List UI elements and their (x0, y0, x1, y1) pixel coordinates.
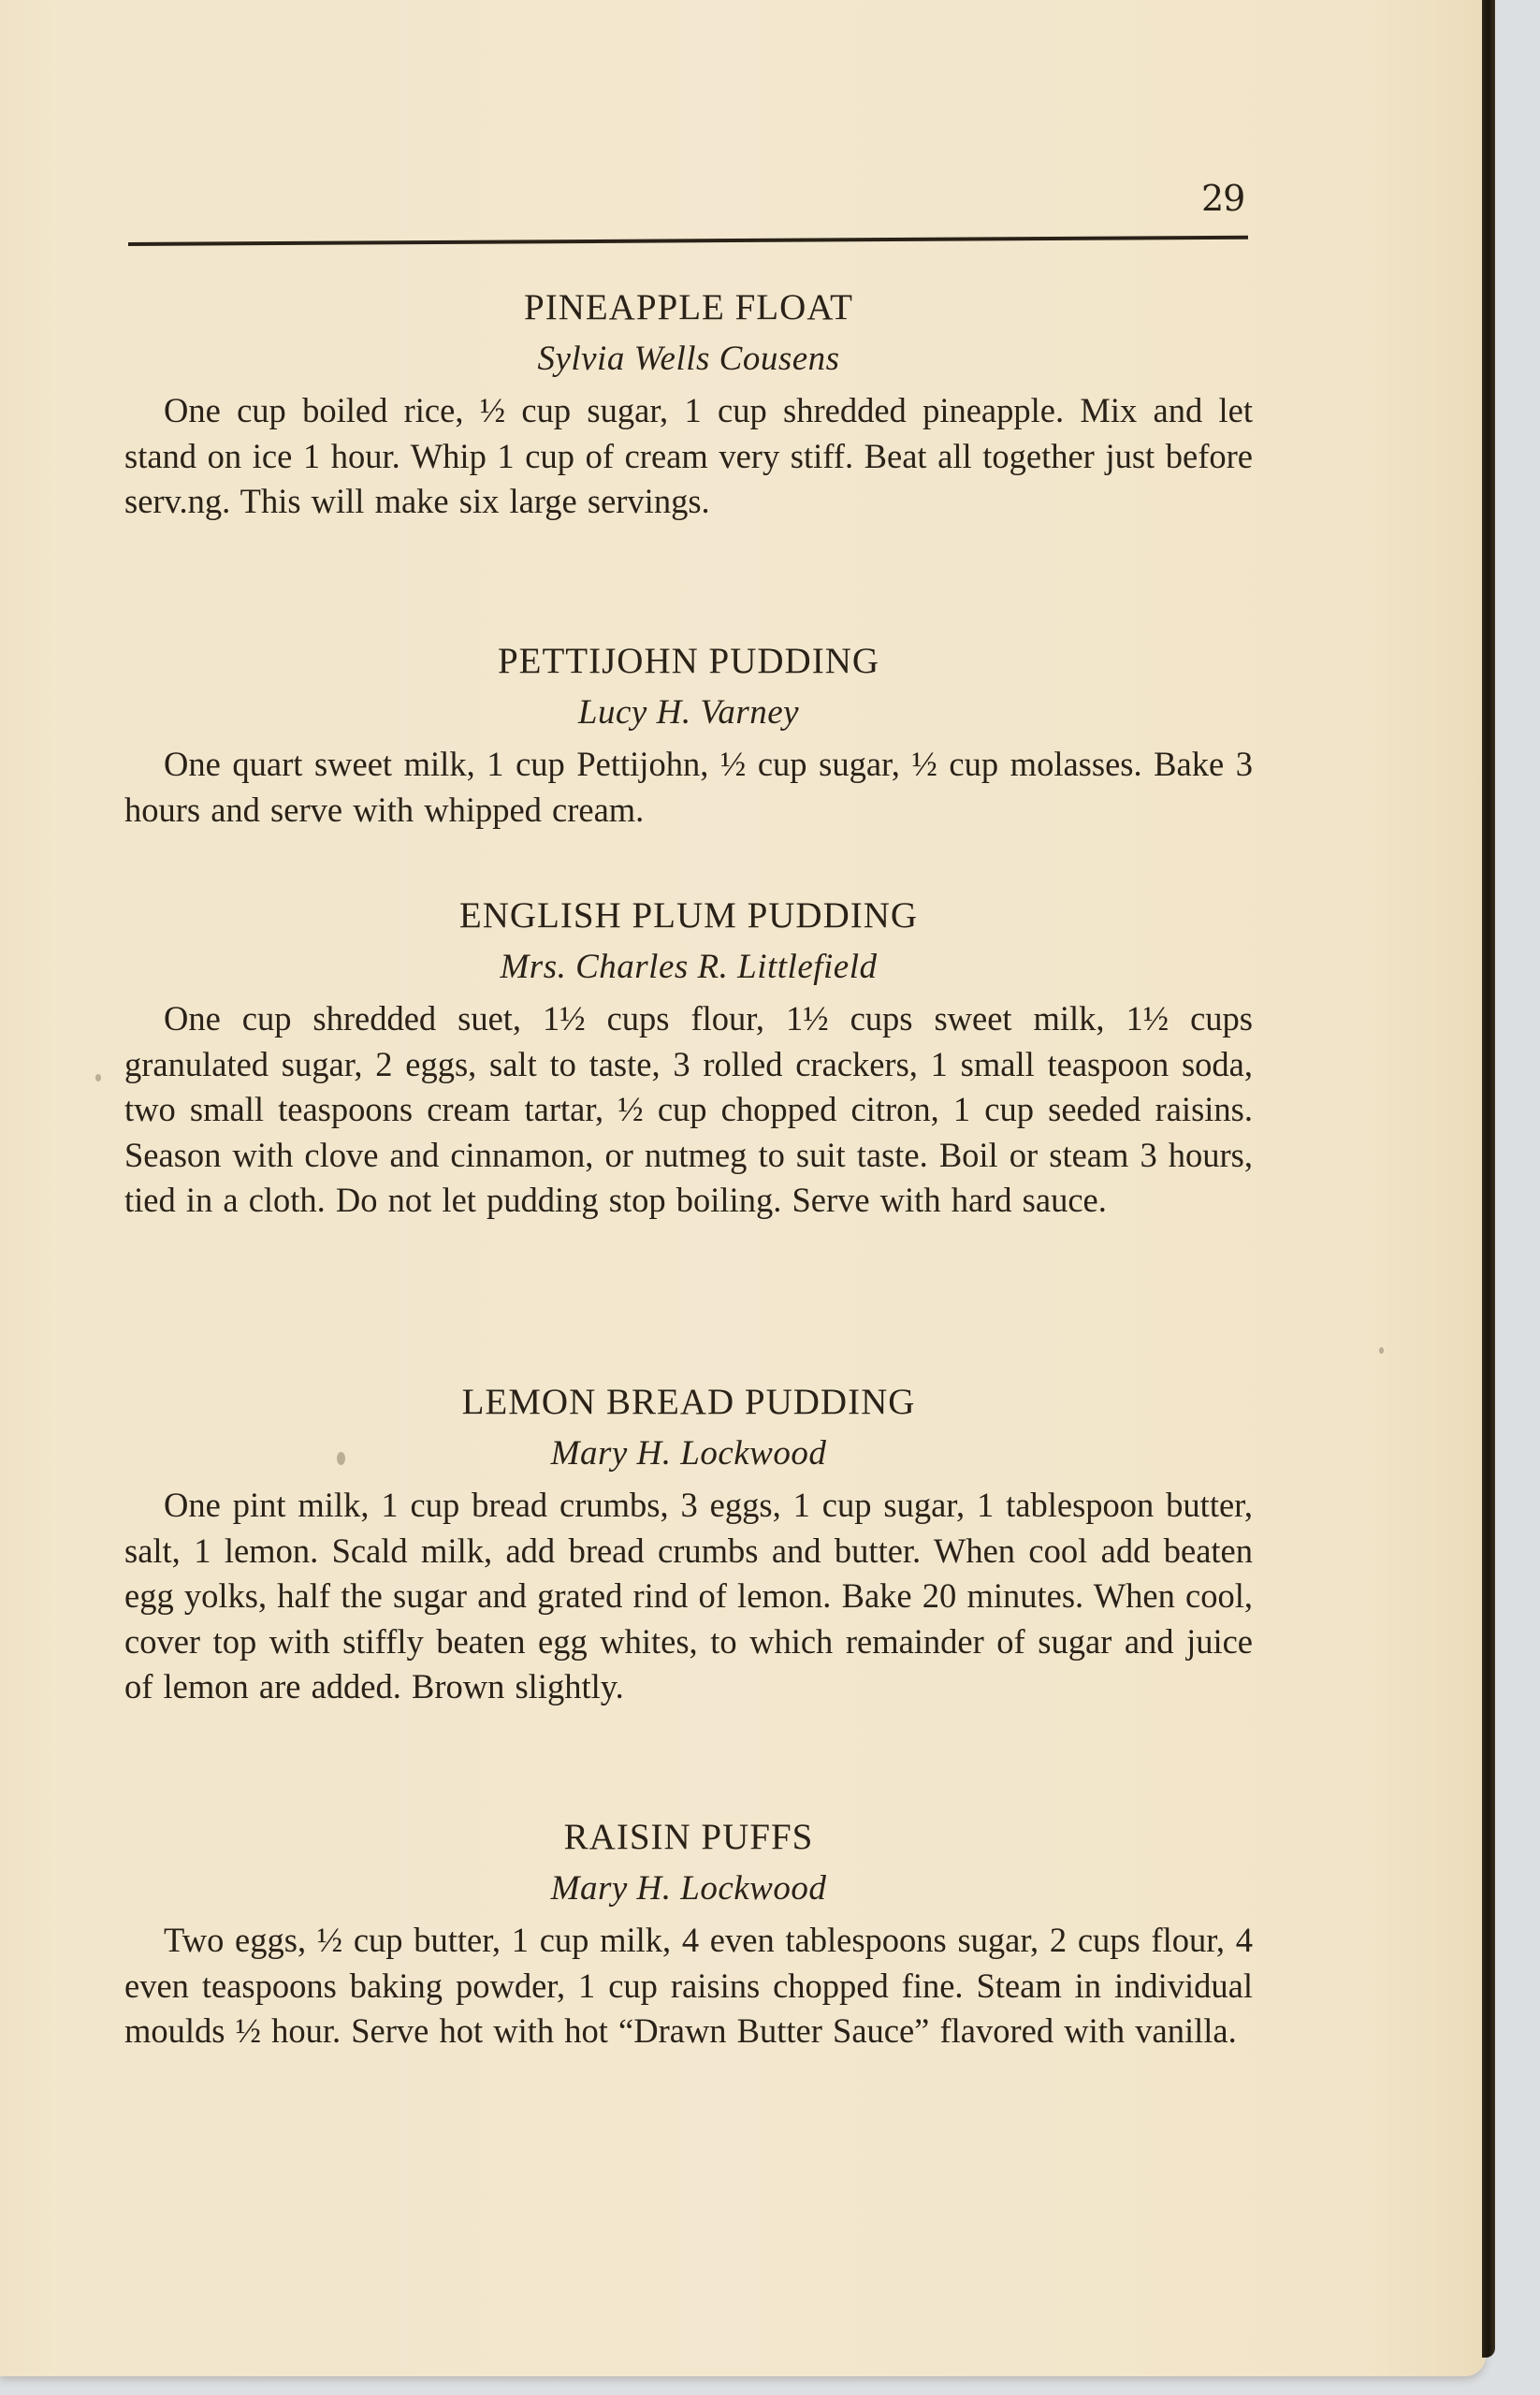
recipe-body: One pint milk, 1 cup bread crumbs, 3 eggs, 1 cup sugar, 1 tablespoon butter, salt, 1 lemon. Scald milk, add bread crumbs and butter. When cool add beaten egg yolks, half the sugar and grated rind of lemon. Bake 20 minutes. When cool, cover top with stiffly beaten egg whites, to which remainder of sugar and juice of lemon are added. Brown slightly. (124, 1486, 1253, 1706)
book-spine-edge (1482, 0, 1495, 2358)
paper-speck (1379, 1347, 1384, 1354)
recipe-body: One cup boiled rice, ½ cup sugar, 1 cup shredded pineapple. Mix and let stand on ice 1 hour. Whip 1 cup of cream very stiff. Beat all together just before serv.ng. This will make six large servings. (124, 391, 1253, 520)
recipe-body: Two eggs, ½ cup butter, 1 cup milk, 4 even tablespoons sugar, 2 cups flour, 4 even teaspoons baking powder, 1 cup raisins chopped fine. Steam in individual moulds ½ hour. Serve hot with hot “Drawn Butter Sauce” flavored with vanilla. (124, 1921, 1253, 2050)
recipe-lemon-bread-pudding (124, 1380, 1253, 1710)
recipe-author: Mary H. Lockwood (550, 1434, 827, 1473)
header-rule (128, 236, 1248, 246)
recipe-title: RAISIN PUFFS (563, 1817, 814, 1857)
page-number: 29 (1201, 178, 1245, 219)
recipe-english-plum-pudding (124, 893, 1253, 1224)
recipe-author: Mrs. Charles R. Littlefield (500, 948, 878, 986)
recipe-author: Lucy H. Varney (577, 693, 800, 732)
recipe-body: One quart sweet milk, 1 cup Pettijohn, ½ cup sugar, ½ cup molasses. Bake 3 hours and serve with whipped cream. (124, 745, 1253, 829)
recipe-pettijohn-pudding (124, 639, 1253, 833)
recipe-title: ENGLISH PLUM PUDDING (458, 895, 919, 936)
recipe-title: PINEAPPLE FLOAT (524, 287, 853, 327)
recipe-author: Sylvia Wells Cousens (537, 340, 840, 378)
recipe-title: PETTIJOHN PUDDING (497, 641, 880, 681)
paper-speck (95, 1074, 101, 1081)
recipe-raisin-puffs (124, 1815, 1253, 2054)
paper-speck (337, 1452, 345, 1465)
recipe-title: LEMON BREAD PUDDING (461, 1382, 916, 1422)
recipe-body: One cup shredded suet, 1½ cups flour, 1½ cups sweet milk, 1½ cups granulated sugar, 2 eggs, salt to taste, 3 rolled crackers, 1 small teaspoon soda, two small teaspoons cream tartar, ½ cup chopped citron, 1 cup seeded raisins. Season with clove and cinnamon, or nutmeg to suit taste. Boil or steam 3 hours, tied in a cloth. Do not let pudding stop boiling. Serve with hard sauce. (124, 999, 1253, 1219)
recipe-author: Mary H. Lockwood (550, 1869, 827, 1908)
recipe-pineapple-float (124, 285, 1253, 525)
